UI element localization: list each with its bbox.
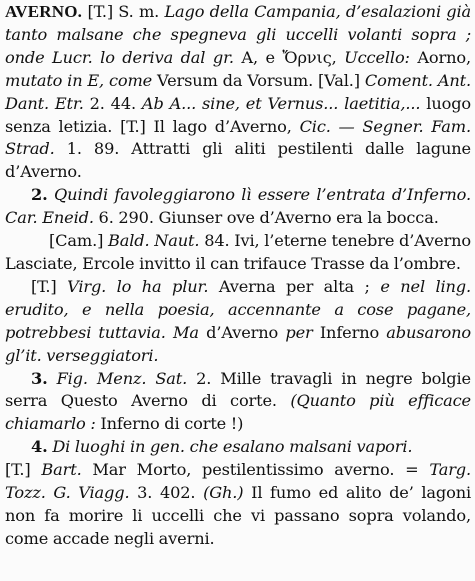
sense-number: 2. [31,185,48,205]
entry-paragraph-5 [5,368,471,437]
latin-example: Averna per alta ; [218,276,370,296]
citation-text: luogo senza letizia. [T.] Il lago d’Averno, [5,93,472,136]
etymology-example: Versum da Vorsum. [Val.] [157,70,360,90]
source-tag: (Gh.) [203,483,244,503]
entry-paragraph-1 [5,1,471,184]
dictionary-entry-averno [5,1,471,551]
citation-text: Mar Morto, pestilentissimo averno. = [92,460,419,480]
entry-paragraph-3 [5,230,471,276]
entry-paragraph-6 [5,436,471,459]
greek-etymon: Α, e Ὄρνις, [241,47,337,67]
citation-source: Bart. [41,460,82,480]
entry-paragraph-7 [5,459,471,551]
citation-source: Cic. — Segner. Fam. Strad. [5,116,471,159]
usage-note: e nel ling. erudito, e nella poesia, accennante a cose pagane, potrebbesi tuttavia. Ma [5,276,471,342]
sense-definition: Quindi favoleggiarono lì essere l’entrata d’Inferno. Car. Eneid. [5,185,471,228]
citation-reference: 2. 44. [89,93,136,113]
gloss-text: Uccello: [344,47,410,67]
grammar-tag: [T.] S. m. [87,2,160,21]
etymon-text: Aorno, [417,47,471,67]
source-tag: [Cam.] [49,231,104,251]
etymology-note: mutato in E, come [5,70,153,90]
latin-quote: Ab A... sine, et Vernus... laetitia,... [141,93,421,113]
sense-number: 4. [31,437,48,457]
citation-source: Coment. Ant. Dant. Etr. [5,70,471,113]
entry-paragraph-4 [5,276,471,368]
editorial-comment: (Quanto più efficace chiamarlo : [5,391,471,434]
citation-source: Targ. Tozz. G. Viagg. [5,460,472,503]
usage-term: Inferno [319,322,380,342]
citation-source: Fig. Menz. Sat. [56,368,188,388]
usage-term: d’Averno [206,322,279,342]
citation-text: 1. 89. Attratti gli aliti pestilenti dalle lagune d’Averno. [5,139,471,182]
usage-note: abusarono gl’it. verseggiatori. [5,322,471,365]
citation-text: 6. 290. Giunser ove d’Averno era la bocca. [98,208,439,228]
citation-source: Bald. Naut. [108,231,200,251]
citation-text: 84. Ivi, l’eterne tenebre d’Averno Lasciate, Ercole invitto il can trifauce Trasse da l’ombre. [5,231,471,273]
source-tag: [T.] [31,276,57,296]
entry-paragraph-2 [5,184,471,230]
sense-number: 3. [31,368,48,388]
usage-note: per [285,322,313,342]
editorial-comment-term: Inferno di corte !) [100,414,244,434]
citation-text: 2. Mille travagli in negre bolgie serra Questo Averno di corte. [5,368,471,411]
citation-text: Il fumo ed alito de’ lagoni non fa morire li uccelli che vi passano sopra volando, come accade negli averni. [5,483,472,548]
source-tag: [T.] [5,460,31,480]
sense-definition: Di luoghi in gen. che esalano malsani vapori. [52,437,413,457]
definition-text: Lago della Campania, d’esalazioni già tanto malsane che spegneva gli uccelli volanti sopra ; onde Lucr. lo deriva dal gr. [5,2,472,67]
usage-note: Virg. lo ha plur. [67,276,209,296]
entry-headword: AVERNO. [5,2,83,21]
citation-reference: 3. 402. [137,483,196,503]
